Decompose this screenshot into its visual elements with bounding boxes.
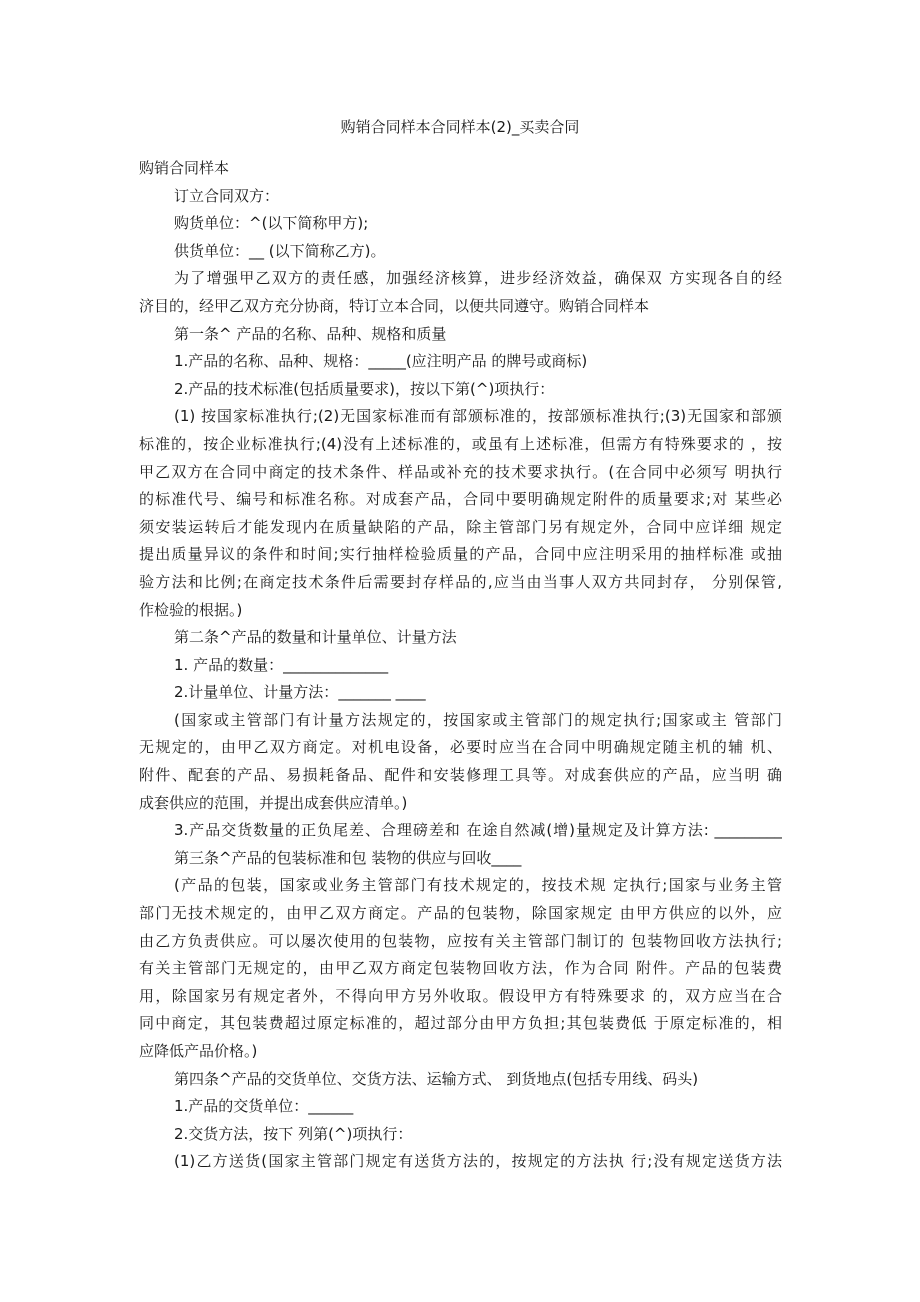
paragraph-line: 济目的，经甲乙双方充分协商，特订立本合同，以便共同遵守。购销合同样本 [139, 296, 650, 315]
paragraph-line: 2.计量单位、计量方法：_______ ____ [174, 683, 426, 702]
paragraph-line: (国家或主管部门有计量方法规定的，按国家或主管部门的规定执行;国家或主 管部门 [174, 710, 782, 729]
paragraph-line: 同中商定，其包装费超过原定标准的，超过部分由甲方负担;其包装费低 于原定标准的，相 [139, 1014, 782, 1033]
paragraph-line: (1)乙方送货(国家主管部门规定有送货方法的，按规定的方法执 行;没有规定送货方法 [174, 1152, 782, 1171]
paragraph-line: 附件、配套的产品、易损耗备品、配件和安装修理工具等。对成套供应的产品，应当明 确 [139, 766, 782, 785]
paragraph-line: 购货单位：^(以下简称甲方); [174, 214, 369, 233]
paragraph-line: 有关主管部门无规定的，由甲乙双方商定包装物回收方法，作为合同 附件。产品的包装费 [139, 959, 782, 978]
document-title: 购销合同样本合同样本(2)_买卖合同 [340, 118, 580, 136]
paragraph-line: 3.产品交货数量的正负尾差、合理磅差和 在途自然减(增)量规定及计算方法: _________ [174, 821, 782, 840]
paragraph-line: 部门无技术规定的，由甲乙双方商定。产品的包装物，除国家规定 由甲方供应的以外，应 [139, 904, 782, 923]
paragraph-line: 验方法和比例;在商定技术条件后需要封存样品的,应当由当事人双方共同封存， 分别保管, [139, 572, 782, 591]
paragraph-line: 购销合同样本 [139, 159, 230, 177]
paragraph-line: 1.产品的交货单位：______ [174, 1097, 354, 1116]
paragraph-line: 1.产品的名称、品种、规格：_____(应注明产品 的牌号或商标) [174, 352, 588, 371]
document-body [139, 155, 782, 1176]
paragraph-line: 由乙方负责供应。可以屡次使用的包装物，应按有关主管部门制订的 包装物回收方法执行; [139, 931, 782, 950]
paragraph-line: 2.产品的技术标准(包括质量要求)，按以下第(^)项执行： [174, 379, 555, 398]
paragraph-line: 的标准代号、编号和标准名称。对成套产品，合同中要明确规定附件的质量要求;对 某些必 [139, 490, 782, 509]
paragraph-line: 供货单位：__ (以下简称乙方)。 [174, 241, 386, 260]
paragraph-line: 第三条^产品的包装标准和包 装物的供应与回收____ [174, 848, 522, 867]
paragraph-line: 1. 产品的数量：______________ [174, 655, 389, 674]
paragraph-line: 第四条^产品的交货单位、交货方法、运输方式、 到货地点(包括专用线、码头) [174, 1069, 699, 1088]
paragraph-line: 为了增强甲乙双方的责任感，加强经济核算，进步经济效益，确保双 方实现各自的经 [174, 269, 782, 288]
paragraph-line: 须安装运转后才能发现内在质量缺陷的产品，除主管部门另有规定外，合同中应详细 规定 [139, 517, 782, 536]
paragraph-line: 第二条^产品的数量和计量单位、计量方法 [174, 628, 457, 647]
paragraph-line: 2.交货方法，按下 列第(^)项执行： [174, 1124, 413, 1143]
paragraph-line: 应降低产品价格。) [139, 1042, 258, 1060]
paragraph-line: 成套供应的范围，并提出成套供应清单。) [139, 793, 408, 812]
paragraph-line: 作检验的根据。) [139, 600, 243, 619]
paragraph-line: 标准的，按企业标准执行;(4)没有上述标准的，或虽有上述标准，但需方有特殊要求的 ，按 [139, 434, 782, 453]
paragraph-line: 第一条^ 产品的名称、品种、规格和质量 [174, 324, 447, 343]
paragraph-line: 提出质量异议的条件和时间;实行抽样检验质量的产品，合同中应注明采用的抽样标准 或抽 [139, 545, 782, 564]
paragraph-line: 用，除国家另有规定者外，不得向甲方另外收取。假设甲方有特殊要求 的，双方应当在合 [139, 986, 782, 1005]
paragraph-line: (1) 按国家标准执行;(2)无国家标准而有部颁标准的，按部颁标准执行;(3)无国家和部颁 [174, 407, 782, 426]
paragraph-line: 无规定的，由甲乙双方商定。对机电设备，必要时应当在合同中明确规定随主机的辅 机、 [139, 738, 782, 757]
paragraph-line: 订立合同双方： [174, 186, 280, 205]
paragraph-line: (产品的包装，国家或业务主管部门有技术规定的，按技术规 定执行;国家与业务主管 [174, 876, 782, 895]
paragraph-line: 甲乙双方在合同中商定的技术条件、样品或补充的技术要求执行。(在合同中必须写 明执行 [139, 462, 782, 481]
